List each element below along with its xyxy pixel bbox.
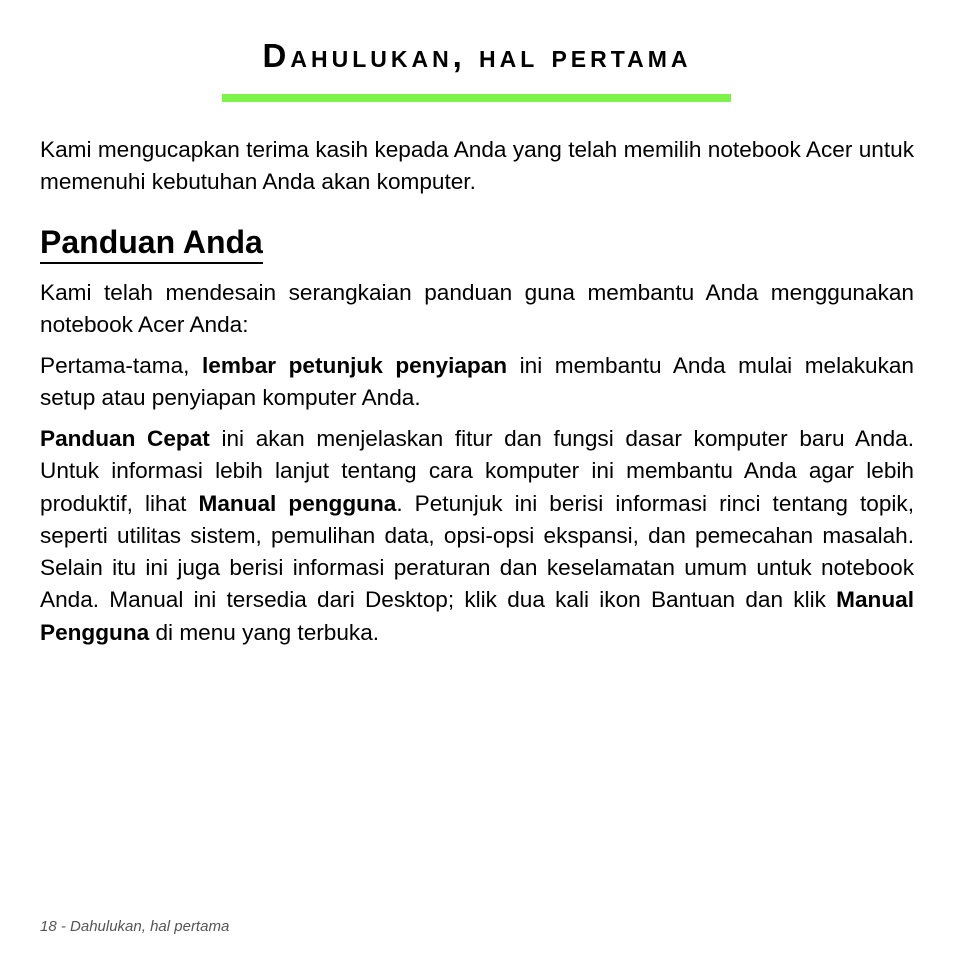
quick-guide-text-2: . Petunjuk ini berisi informasi rinci tentang topik, seperti utilitas sistem, pemulihan data, opsi-opsi ekspansi, dan pemecahan masalah. Selain itu ini juga berisi informasi peraturan dan keselamatan umum untuk notebook Anda. Manual ini tersedia dari Desktop; klik dua kali ikon Bantuan dan klik <box>40 490 914 613</box>
setup-sheet-text-after: ini membantu Anda mulai melakukan setup atau penyiapan komputer Anda. <box>40 353 914 411</box>
page-title: Dahulukan, hal pertama <box>262 37 692 74</box>
page-footer: 18 - Dahulukan, hal pertama <box>40 918 230 935</box>
title-underline-bar <box>222 94 731 102</box>
guides-intro-paragraph: Kami telah mendesain serangkaian panduan guna membantu Anda menggunakan notebook Acer Anda: <box>40 280 914 338</box>
quick-guide-term: Panduan Cepat <box>40 426 210 451</box>
user-manual-term: Manual pengguna <box>198 490 397 516</box>
setup-sheet-text-before: Pertama-tama, <box>40 353 202 378</box>
user-manual-menu-term: Manual Pengguna <box>40 587 914 645</box>
quick-guide-paragraph <box>40 423 914 649</box>
setup-sheet-term: lembar petunjuk penyiapan <box>201 353 508 378</box>
intro-paragraph: Kami mengucapkan terima kasih kepada Anda yang telah memilih notebook Acer untuk memenuhi kebutuhan Anda akan komputer. <box>40 137 914 195</box>
quick-guide-text-1: ini akan menjelaskan fitur dan fungsi dasar komputer baru Anda. Untuk informasi lebih lanjut tentang cara komputer ini membantu Anda agar lebih produktif, lihat <box>40 426 914 516</box>
quick-guide-text-3: di menu yang terbuka. <box>149 619 380 645</box>
section-heading: Panduan Anda <box>40 222 263 264</box>
setup-sheet-paragraph <box>40 350 914 415</box>
